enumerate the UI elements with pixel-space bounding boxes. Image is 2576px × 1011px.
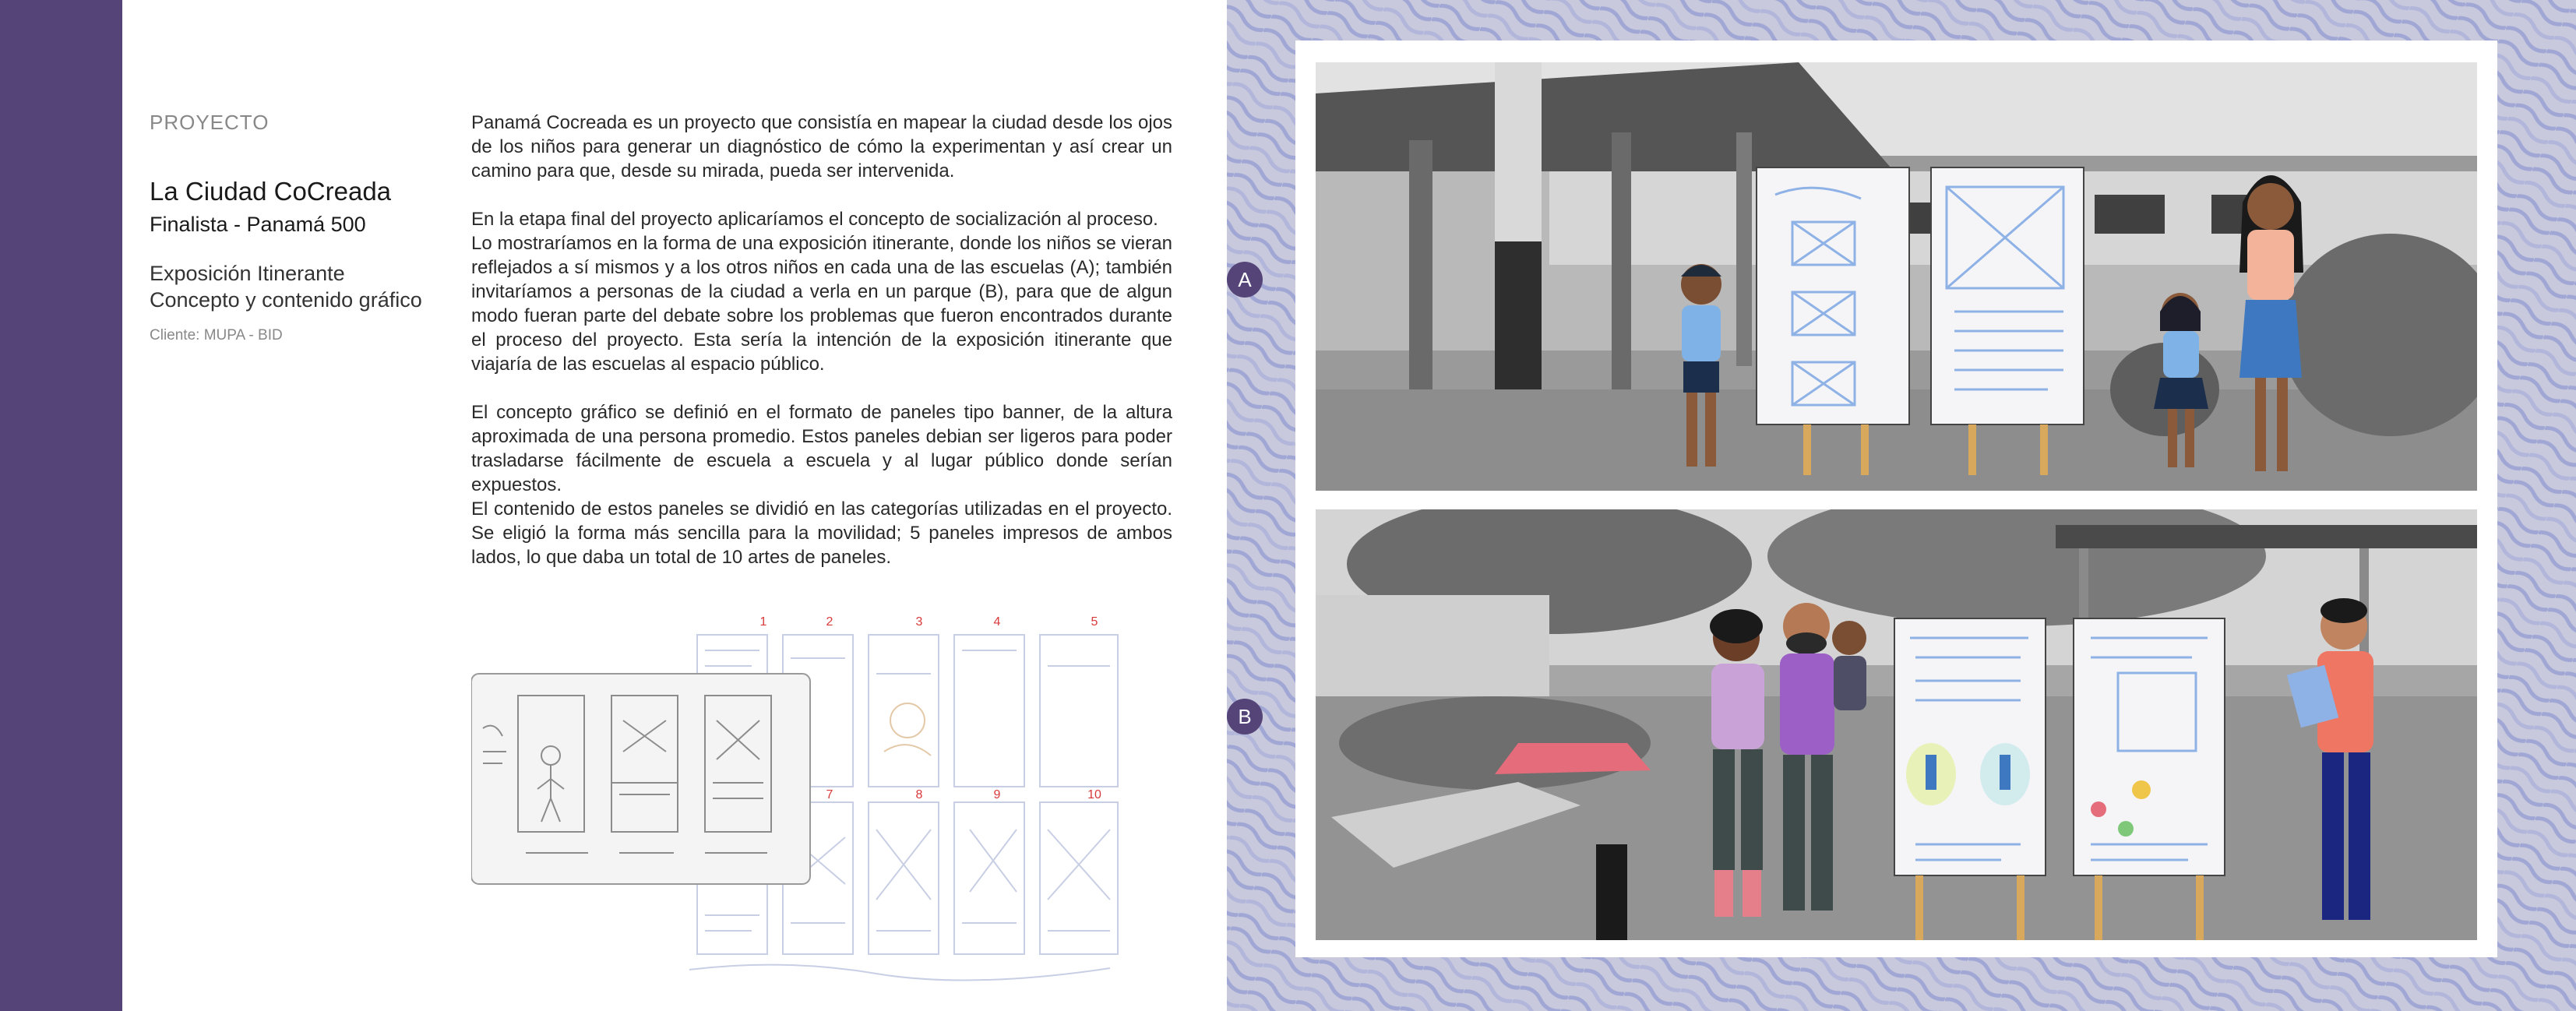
sketch-number: 4	[993, 615, 1001, 629]
paragraph: Panamá Cocreada es un proyecto que consistía en mapear la ciudad desde los ojos de los niños para generar un diagnóstico de cómo la experimentan y así crear un camino para que, desde su mirada, pueda ser intervenida.	[471, 112, 1172, 181]
paragraph: El contenido de estos paneles se dividió en las categorías utilizadas en el proyecto. Se eligió la forma más sencilla para la movilidad; 5 paneles impresos de ambos lados, lo que daba un total de 10 artes de paneles.	[471, 498, 1172, 568]
role-line: Concepto y contenido gráfico	[150, 288, 422, 312]
client-label: Cliente: MUPA - BID	[150, 327, 283, 343]
sketch-number: 1	[759, 615, 767, 629]
paragraph: El concepto gráfico se definió en el formato de paneles tipo banner, de la altura aproximada de una persona promedio. Estos paneles debian ser ligeros para poder trasladarse fácilmente de escuela a escuela y al lugar público donde serían expuestos.	[471, 402, 1172, 495]
sidebar-stripe	[0, 0, 122, 1011]
sketch-number: 5	[1091, 615, 1098, 629]
panel-sketches	[471, 604, 1293, 993]
project-subtitle: Finalista - Panamá 500	[150, 213, 366, 236]
right-page	[1227, 0, 2576, 1011]
sketch-illustration	[471, 604, 1293, 993]
sketch-number: 3	[915, 615, 923, 629]
park-exhibition-image	[1316, 509, 2477, 940]
marker-a: A	[1227, 262, 1263, 298]
marker-b: B	[1227, 699, 1263, 734]
left-page	[122, 0, 1227, 1011]
project-description	[471, 111, 1172, 594]
paragraph: Lo mostraríamos en la forma de una exposición itinerante, donde los niños se vieran reflejados a sí mismos y a los otros niños en cada una de las escuelas (A); también invitaríamos a personas de la ciudad a verla en un parque (B), para que de algun modo fueran parte del debate sobre los problemas que fueron encontrados durante el proceso del proyecto. Esta sería la intención de la exposición itinerante que viajaría de las escuelas al espacio público.	[471, 233, 1172, 375]
role-line: Exposición Itinerante	[150, 262, 345, 285]
sketch-number: 9	[993, 788, 1001, 801]
paragraph: En la etapa final del proyecto aplicaríamos el concepto de socialización al proceso.	[471, 209, 1158, 230]
sketch-number: 8	[915, 788, 923, 801]
sketch-number: 2	[826, 615, 833, 629]
sketch-number: 7	[826, 788, 833, 801]
project-title: La Ciudad CoCreada	[150, 177, 392, 206]
project-roles	[150, 260, 430, 313]
section-label: PROYECTO	[150, 111, 270, 134]
school-exhibition-image	[1316, 62, 2477, 491]
project-meta	[150, 111, 430, 344]
sketch-number: 10	[1087, 788, 1101, 801]
